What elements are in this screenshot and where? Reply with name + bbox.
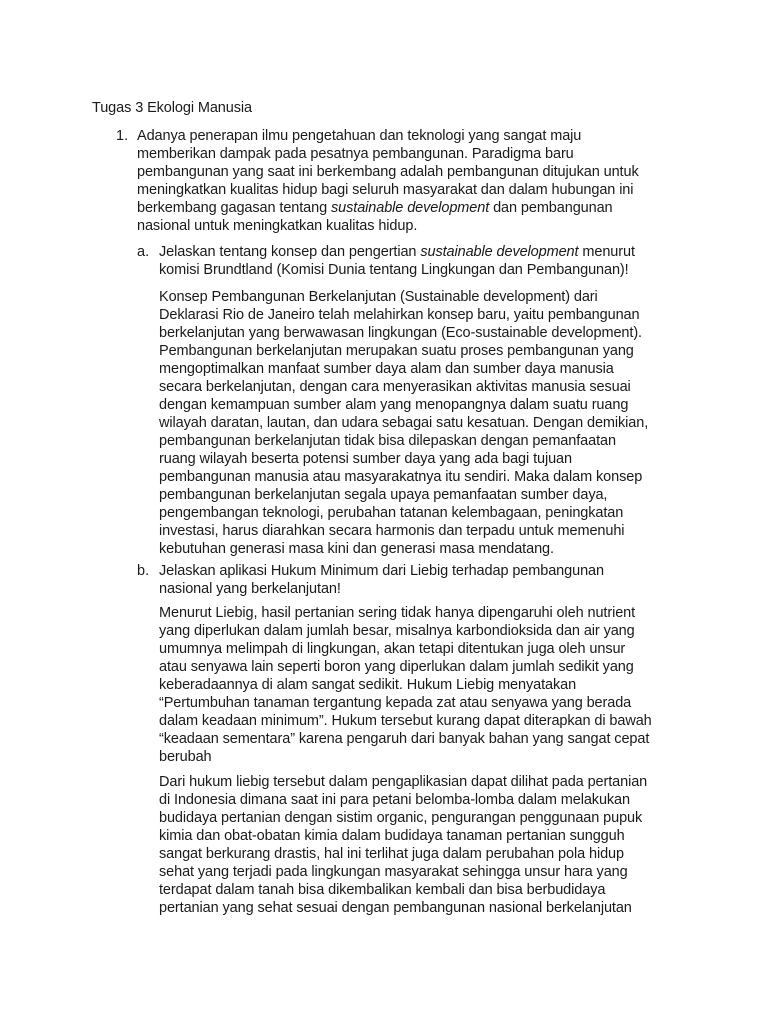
text-line: keberadaannya di alam sangat sedikit. Hukum Liebig menyatakan <box>159 677 577 693</box>
text-line: Adanya penerapan ilmu pengetahuan dan teknologi yang sangat maju <box>137 128 582 144</box>
text-line: berubah <box>159 749 212 765</box>
intro-paragraph <box>137 127 639 235</box>
text-line: Jelaskan aplikasi Hukum Minimum dari Liebig terhadap pembangunan <box>159 563 604 579</box>
text-line: Menurut Liebig, hasil pertanian sering tidak hanya dipengaruhi oleh nutrient <box>159 605 636 621</box>
list-item-number: 1. <box>116 128 129 144</box>
sub-item-label-b: b. <box>137 563 150 579</box>
text-line: pembangunan berkelanjutan tidak bisa dilepaskan dengan pemanfaatan <box>159 433 616 449</box>
text-line: investasi, harus diarahkan secara harmonis dan terpadu untuk memenuhi <box>159 523 625 539</box>
text-line: sangat berkurang drastis, hal ini terlihat juga dalam perubahan pola hidup <box>159 846 624 862</box>
text-line: nasional yang berkelanjutan! <box>159 581 341 597</box>
answer-a <box>159 288 648 558</box>
italic-term: sustainable development <box>420 244 579 260</box>
text-line: atau senyawa lain seperti boron yang diperlukan dalam jumlah sedikit yang <box>159 659 634 675</box>
question-b <box>159 562 604 598</box>
question-a <box>159 243 635 279</box>
text-line: sehat yang terjadi pada lingkungan masyarakat sehingga unsur hara yang <box>159 864 628 880</box>
text-line: pengembangan teknologi, perubahan tatanan kelembagaan, peningkatan <box>159 505 624 521</box>
text-line: pembangunan yang saat ini berkembang adalah pembangunan ditujukan untuk <box>137 164 639 180</box>
text-span: dan pembangunan <box>489 200 613 216</box>
text-line <box>159 243 635 261</box>
text-line: di Indonesia dimana saat ini para petani belomba-lomba dalam melakukan <box>159 792 630 808</box>
text-span: berkembang gagasan tentang <box>137 200 332 216</box>
italic-term: sustainable development <box>331 200 490 216</box>
sub-item-label-a: a. <box>137 244 150 260</box>
text-line: “keadaan sementara” karena pengaruh dari banyak bahan yang sangat cepat <box>159 731 650 747</box>
answer-b-paragraph-2 <box>159 773 647 917</box>
text-span: menurut <box>578 244 635 260</box>
text-line: pembangunan manusia atau masyarakatnya itu sendiri. Maka dalam konsep <box>159 469 643 485</box>
text-span: Jelaskan tentang konsep dan pengertian <box>159 244 421 260</box>
text-line: secara berkelanjutan, dengan cara menyerasikan aktivitas manusia sesuai <box>159 379 631 395</box>
text-line: Dari hukum liebig tersebut dalam pengaplikasian dapat dilihat pada pertanian <box>159 774 648 790</box>
text-line: Konsep Pembangunan Berkelanjutan (Sustainable development) dari <box>159 289 598 305</box>
text-line: yang diperlukan dalam jumlah besar, misalnya karbondioksida dan air yang <box>159 623 635 639</box>
text-line: “Pertumbuhan tanaman tergantung kepada zat atau senyawa yang berada <box>159 695 632 711</box>
text-line: ruang wilayah beserta potensi sumber daya yang ada bagi tujuan <box>159 451 572 467</box>
text-line: wilayah daratan, lautan, dan udara sebagai satu kesatuan. Dengan demikian, <box>159 415 649 431</box>
text-line: kebutuhan generasi masa kini dan generasi masa mendatang. <box>159 541 554 557</box>
text-line: Deklarasi Rio de Janeiro telah melahirkan konsep baru, yaitu pembangunan <box>159 307 640 323</box>
text-line: pembangunan berkelanjutan segala upaya pemanfaatan sumber daya, <box>159 487 608 503</box>
text-line <box>137 199 639 217</box>
text-line: nasional untuk meningkatkan kualitas hidup. <box>137 218 418 234</box>
text-line: pertanian yang sehat sesuai dengan pembangunan nasional berkelanjutan <box>159 900 632 916</box>
text-line: berkelanjutan yang berwawasan lingkungan (Eco-sustainable development). <box>159 325 642 341</box>
text-line: komisi Brundtland (Komisi Dunia tentang Lingkungan dan Pembangunan)! <box>159 262 629 278</box>
text-line: meningkatkan kualitas hidup bagi seluruh masyarakat dan dalam hubungan ini <box>137 182 634 198</box>
text-line: kimia dan obat-obatan kimia dalam budidaya tanaman pertanian sungguh <box>159 828 625 844</box>
text-line: budidaya pertanian dengan sistim organic, pengurangan penggunaan pupuk <box>159 810 643 826</box>
document-title: Tugas 3 Ekologi Manusia <box>92 100 252 116</box>
text-line: dengan kemampuan sumber alam yang menopangnya dalam suatu ruang <box>159 397 629 413</box>
text-line: terdapat dalam tanah bisa dikembalikan kembali dan bisa berbudidaya <box>159 882 606 898</box>
text-line: memberikan dampak pada pesatnya pembangunan. Paradigma baru <box>137 146 574 162</box>
text-line: umumnya melimpah di lingkungan, akan tetapi ditentukan juga oleh unsur <box>159 641 626 657</box>
answer-b-paragraph-1 <box>159 604 652 766</box>
text-line: mengoptimalkan manfaat sumber daya alam dan sumber daya manusia <box>159 361 614 377</box>
text-line: Pembangunan berkelanjutan merupakan suatu proses pembangunan yang <box>159 343 634 359</box>
text-line: dalam keadaan minimum”. Hukum tersebut kurang dapat diterapkan di bawah <box>159 713 652 729</box>
